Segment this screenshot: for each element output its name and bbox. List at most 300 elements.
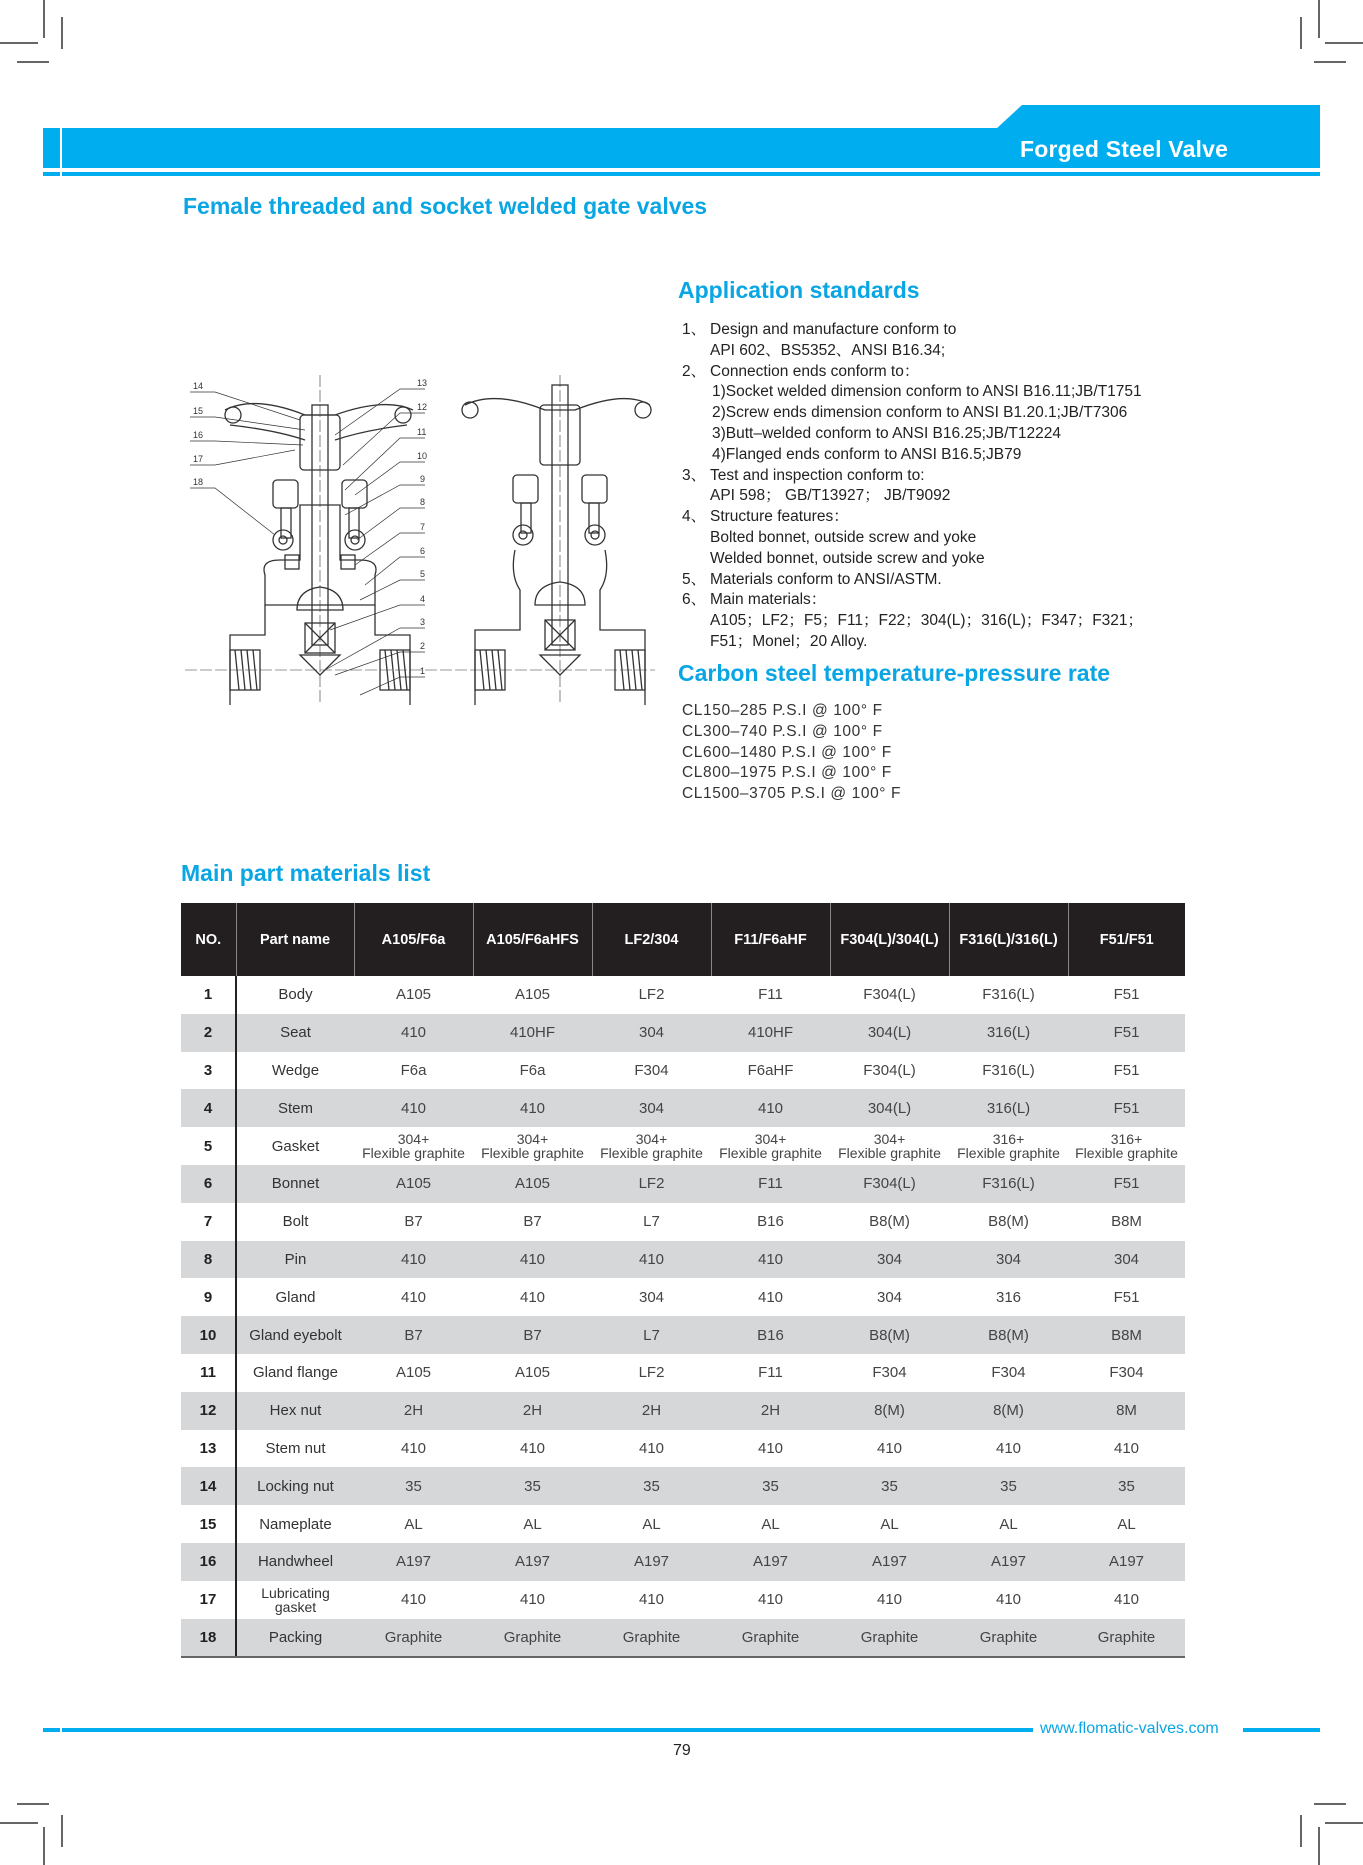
material-cell: Graphite (711, 1619, 830, 1658)
table-row (181, 1581, 1185, 1619)
part-name: Seat (236, 1014, 354, 1052)
part-name: Stem (236, 1089, 354, 1127)
material-cell: 410 (711, 1241, 830, 1279)
material-cell: 2H (592, 1392, 711, 1430)
material-cell: B16 (711, 1203, 830, 1241)
standard-text: API 602、BS5352、ANSI B16.34; (710, 341, 946, 359)
row-number: 2 (181, 1014, 236, 1052)
standard-line (682, 320, 1143, 341)
material-cell: LF2 (592, 1165, 711, 1203)
material-cell: A105 (473, 976, 592, 1014)
standard-line (682, 549, 1143, 570)
material-cell: A197 (711, 1543, 830, 1581)
row-number: 4 (181, 1089, 236, 1127)
crop-mark (1325, 1822, 1363, 1824)
material-cell: F11 (711, 976, 830, 1014)
material-cell: F304(L) (830, 1052, 949, 1090)
cell-line: gasket (274, 1598, 317, 1615)
table-row (181, 1203, 1185, 1241)
pressure-rate-line: CL1500–3705 P.S.I @ 100° F (682, 785, 902, 803)
material-cell: 410 (592, 1241, 711, 1279)
footer-gap (60, 1726, 62, 1734)
material-cell: 410HF (473, 1014, 592, 1052)
material-cell: Graphite (830, 1619, 949, 1658)
material-cell: B7 (354, 1316, 473, 1354)
table-row (181, 976, 1185, 1014)
material-cell (592, 1127, 711, 1165)
material-cell: A105 (473, 1165, 592, 1203)
pressure-rate-line: CL150–285 P.S.I @ 100° F (682, 702, 883, 719)
callout-label: 5 (420, 569, 426, 579)
material-cell: Graphite (949, 1619, 1068, 1658)
material-cell: 410HF (711, 1014, 830, 1052)
material-cell: AL (711, 1505, 830, 1543)
material-cell: 410 (711, 1089, 830, 1127)
material-cell: 35 (711, 1467, 830, 1505)
callout-label: 11 (417, 427, 427, 437)
column-header: LF2/304 (592, 903, 711, 976)
material-cell: F51 (1068, 1165, 1185, 1203)
material-cell: AL (354, 1505, 473, 1543)
standard-line (682, 528, 1143, 549)
crop-mark (1314, 1803, 1346, 1805)
material-cell: A105 (354, 976, 473, 1014)
material-cell: 410 (711, 1581, 830, 1619)
callout-label: 14 (193, 381, 204, 391)
material-cell: 304 (592, 1089, 711, 1127)
cell-line: Flexible graphite (1075, 1145, 1178, 1162)
column-header: F316(L)/316(L) (949, 903, 1068, 976)
standard-number: 3、 (682, 466, 707, 484)
material-cell: 35 (949, 1467, 1068, 1505)
valve-drawing (185, 375, 655, 705)
material-cell: AL (592, 1505, 711, 1543)
callout-label: 15 (193, 406, 204, 416)
part-name: Locking nut (236, 1467, 354, 1505)
standard-number: 5、 (682, 570, 707, 588)
part-name: Gasket (236, 1127, 354, 1165)
callout-label: 8 (420, 497, 426, 507)
part-name: Bolt (236, 1203, 354, 1241)
column-header: NO. (181, 903, 236, 976)
page-number: 79 (673, 1742, 691, 1759)
material-cell (473, 1127, 592, 1165)
table-row (181, 1052, 1185, 1090)
column-header: F304(L)/304(L) (830, 903, 949, 976)
cell-line: Flexible graphite (838, 1145, 941, 1162)
table-row (181, 1241, 1185, 1279)
cell-line: 304+ (754, 1131, 787, 1148)
table-row (181, 1467, 1185, 1505)
standard-text: F51；Monel；20 Alloy. (710, 632, 868, 650)
material-cell: 410 (711, 1278, 830, 1316)
part-name: Gland (236, 1278, 354, 1316)
material-cell: 2H (473, 1392, 592, 1430)
material-cell: 304 (1068, 1241, 1185, 1279)
table-row (181, 1089, 1185, 1127)
row-number: 16 (181, 1543, 236, 1581)
material-cell: 2H (354, 1392, 473, 1430)
material-cell: A105 (473, 1354, 592, 1392)
material-cell: 35 (473, 1467, 592, 1505)
callout-label: 12 (417, 402, 428, 412)
standard-text: Structure features： (710, 508, 849, 526)
standard-line (682, 507, 1143, 528)
table-row (181, 1127, 1185, 1165)
material-cell: 410 (354, 1241, 473, 1279)
cell-line: 316+ (992, 1131, 1025, 1148)
footer-line (43, 1728, 1033, 1732)
cell-line: 304+ (397, 1131, 430, 1148)
table-row (181, 1430, 1185, 1468)
standard-line (682, 590, 1143, 611)
banner-title: Forged Steel Valve (1020, 136, 1229, 162)
material-cell: 410 (830, 1581, 949, 1619)
standard-line (682, 632, 1143, 653)
crop-mark (1318, 1827, 1320, 1865)
standard-number: 6、 (682, 591, 707, 609)
table-row (181, 1014, 1185, 1052)
material-cell: F51 (1068, 1052, 1185, 1090)
material-cell: F51 (1068, 1014, 1185, 1052)
crop-mark (61, 1815, 63, 1847)
material-cell: 304 (830, 1278, 949, 1316)
callout-label: 13 (417, 378, 428, 388)
table-row (181, 1278, 1185, 1316)
standard-text: 4)Flanged ends conform to ANSI B16.5;JB79 (712, 445, 1022, 463)
material-cell: B16 (711, 1316, 830, 1354)
table-row (181, 1165, 1185, 1203)
footer-line (1243, 1728, 1320, 1732)
pressure-rate-heading: Carbon steel temperature-pressure rate (678, 660, 1111, 686)
crop-mark (0, 1822, 38, 1824)
part-name: Wedge (236, 1052, 354, 1090)
material-cell: B8M (1068, 1203, 1185, 1241)
banner-stripe (43, 172, 1320, 176)
material-cell: 410 (473, 1278, 592, 1316)
cell-line: Flexible graphite (957, 1145, 1060, 1162)
material-cell: 35 (354, 1467, 473, 1505)
material-cell: F304(L) (830, 1165, 949, 1203)
row-number: 13 (181, 1430, 236, 1468)
material-cell: A197 (592, 1543, 711, 1581)
standard-line (682, 341, 1143, 362)
footer-url[interactable]: www.flomatic-valves.com (1040, 1720, 1219, 1737)
material-cell: 410 (473, 1089, 592, 1127)
part-name (236, 1581, 354, 1619)
callout-label: 17 (193, 454, 204, 464)
table-row (181, 1316, 1185, 1354)
material-cell (354, 1127, 473, 1165)
part-name: Body (236, 976, 354, 1014)
crop-mark (1300, 17, 1302, 49)
standard-number: 1、 (682, 321, 707, 338)
material-cell: F11 (711, 1165, 830, 1203)
column-header: A105/F6aHFS (473, 903, 592, 976)
crop-mark (0, 42, 38, 44)
material-cell: F11 (711, 1354, 830, 1392)
material-cell: F316(L) (949, 976, 1068, 1014)
material-cell: 410 (949, 1430, 1068, 1468)
material-cell: 35 (1068, 1467, 1185, 1505)
cell-line: Flexible graphite (481, 1145, 584, 1162)
crop-mark (1325, 42, 1363, 44)
materials-heading: Main part materials list (181, 860, 431, 886)
material-cell: L7 (592, 1203, 711, 1241)
material-cell: A197 (473, 1543, 592, 1581)
material-cell: Graphite (592, 1619, 711, 1658)
material-cell: 410 (592, 1581, 711, 1619)
part-name: Gland eyebolt (236, 1316, 354, 1354)
standard-line (682, 466, 1143, 487)
standard-text: Design and manufacture conform to (710, 321, 957, 338)
table-row (181, 1619, 1185, 1658)
standard-text: 1)Socket welded dimension conform to ANSI B16.11;JB/T1751 (712, 383, 1142, 401)
page-title: Female threaded and socket welded gate valves (183, 193, 708, 219)
material-cell: A197 (949, 1543, 1068, 1581)
material-cell: 304 (592, 1278, 711, 1316)
row-number: 5 (181, 1127, 236, 1165)
cell-line: Lubricating (261, 1584, 330, 1601)
part-name: Bonnet (236, 1165, 354, 1203)
material-cell: F304 (949, 1354, 1068, 1392)
material-cell: A197 (830, 1543, 949, 1581)
table-row (181, 1392, 1185, 1430)
crop-mark (17, 1803, 49, 1805)
cell-line: 304+ (873, 1131, 906, 1148)
material-cell: B8(M) (830, 1316, 949, 1354)
material-cell: F304(L) (830, 976, 949, 1014)
material-cell: B8(M) (830, 1203, 949, 1241)
standard-text: Welded bonnet, outside screw and yoke (710, 549, 985, 567)
row-number: 6 (181, 1165, 236, 1203)
material-cell: 410 (592, 1430, 711, 1468)
callout-label: 7 (420, 522, 426, 532)
callout-label: 4 (420, 594, 426, 604)
crop-mark (1318, 0, 1320, 38)
material-cell: Graphite (1068, 1619, 1185, 1658)
material-cell: A105 (354, 1165, 473, 1203)
material-cell: LF2 (592, 1354, 711, 1392)
callout-label: 3 (420, 617, 426, 627)
material-cell: 304 (592, 1014, 711, 1052)
material-cell: A105 (354, 1354, 473, 1392)
material-cell: 2H (711, 1392, 830, 1430)
material-cell: F51 (1068, 1278, 1185, 1316)
row-number: 1 (181, 976, 236, 1014)
row-number: 8 (181, 1241, 236, 1279)
pressure-rate-line: CL600–1480 P.S.I @ 100° F (682, 743, 892, 761)
standard-line (682, 570, 1143, 591)
material-cell: 304 (830, 1241, 949, 1279)
material-cell: B7 (473, 1316, 592, 1354)
material-cell: B8(M) (949, 1316, 1068, 1354)
callout-label: 6 (420, 546, 426, 556)
material-cell: 410 (354, 1430, 473, 1468)
material-cell: F6aHF (711, 1052, 830, 1090)
material-cell: 8(M) (949, 1392, 1068, 1430)
crop-mark (61, 17, 63, 49)
material-cell: A197 (1068, 1543, 1185, 1581)
material-cell (949, 1127, 1068, 1165)
banner-tab (996, 105, 1320, 129)
material-cell: F6a (354, 1052, 473, 1090)
part-name: Handwheel (236, 1543, 354, 1581)
crop-mark (1314, 61, 1346, 63)
material-cell (711, 1127, 830, 1165)
pressure-rate-list (682, 701, 901, 805)
material-cell: AL (473, 1505, 592, 1543)
material-cell: 410 (473, 1241, 592, 1279)
material-cell: 35 (830, 1467, 949, 1505)
standard-text: 3)Butt–welded conform to ANSI B16.25;JB/T12224 (712, 424, 1061, 442)
material-cell: 410 (473, 1581, 592, 1619)
standard-text: Materials conform to ANSI/ASTM. (710, 570, 942, 588)
table-row (181, 1543, 1185, 1581)
standard-line (682, 611, 1143, 632)
material-cell: 410 (354, 1581, 473, 1619)
row-number: 7 (181, 1203, 236, 1241)
standard-number: 2、 (682, 362, 707, 380)
cell-line: 304+ (516, 1131, 549, 1148)
standard-text: Main materials： (710, 591, 827, 609)
material-cell: 304(L) (830, 1089, 949, 1127)
standard-text: 2)Screw ends dimension conform to ANSI B1.20.1;JB/T7306 (712, 404, 1128, 422)
material-cell: 304(L) (830, 1014, 949, 1052)
callout-label: 16 (193, 430, 204, 440)
callout-label: 18 (193, 477, 204, 487)
material-cell: 410 (354, 1089, 473, 1127)
material-cell: Graphite (354, 1619, 473, 1658)
table-row (181, 1505, 1185, 1543)
standard-text: Test and inspection conform to: (710, 466, 925, 484)
application-standards-heading: Application standards (678, 277, 920, 303)
cell-line: 316+ (1110, 1131, 1143, 1148)
material-cell: 8M (1068, 1392, 1185, 1430)
material-cell: 410 (473, 1430, 592, 1468)
material-cell: 8(M) (830, 1392, 949, 1430)
material-cell: 410 (354, 1014, 473, 1052)
material-cell: 410 (1068, 1581, 1185, 1619)
standard-text: Connection ends conform to： (710, 362, 920, 380)
column-header: Part name (236, 903, 354, 976)
crop-mark (43, 1827, 45, 1865)
column-header: A105/F6a (354, 903, 473, 976)
table-header-row (181, 903, 1185, 976)
cell-line: 304+ (635, 1131, 668, 1148)
material-cell: 316 (949, 1278, 1068, 1316)
welded-bonnet-valve-drawing (462, 375, 651, 705)
standard-text: A105；LF2；F5；F11；F22；304(L)；316(L)；F347；F321； (710, 612, 1144, 630)
material-cell: 410 (711, 1430, 830, 1468)
standard-line (682, 403, 1143, 424)
part-name: Nameplate (236, 1505, 354, 1543)
part-name: Hex nut (236, 1392, 354, 1430)
bolted-bonnet-valve-drawing (185, 375, 655, 705)
material-cell: 316(L) (949, 1089, 1068, 1127)
material-cell: L7 (592, 1316, 711, 1354)
row-number: 15 (181, 1505, 236, 1543)
standard-line (682, 486, 1143, 507)
column-header: F11/F6aHF (711, 903, 830, 976)
material-cell (1068, 1127, 1185, 1165)
standard-text: API 598； GB/T13927； JB/T9092 (710, 487, 951, 505)
standard-line (682, 445, 1143, 466)
row-number: 10 (181, 1316, 236, 1354)
column-header: F51/F51 (1068, 903, 1185, 976)
row-number: 18 (181, 1619, 236, 1658)
material-cell: F304 (1068, 1354, 1185, 1392)
materials-table (181, 903, 1185, 1658)
row-number: 9 (181, 1278, 236, 1316)
material-cell (830, 1127, 949, 1165)
callout-label: 2 (420, 641, 426, 651)
table-row (181, 1354, 1185, 1392)
material-cell: F51 (1068, 1089, 1185, 1127)
part-name: Stem nut (236, 1430, 354, 1468)
material-cell: F316(L) (949, 1165, 1068, 1203)
material-cell: 410 (1068, 1430, 1185, 1468)
material-cell: F51 (1068, 976, 1185, 1014)
material-cell: B7 (354, 1203, 473, 1241)
callout-label: 1 (420, 666, 426, 676)
material-cell: A197 (354, 1543, 473, 1581)
pressure-rate-line: CL300–740 P.S.I @ 100° F (682, 722, 883, 740)
cell-line: Flexible graphite (719, 1145, 822, 1162)
standard-line (682, 362, 1143, 383)
material-cell: 410 (949, 1581, 1068, 1619)
material-cell: AL (830, 1505, 949, 1543)
material-cell: 410 (830, 1430, 949, 1468)
row-number: 3 (181, 1052, 236, 1090)
cell-line: Flexible graphite (362, 1145, 465, 1162)
part-name: Packing (236, 1619, 354, 1658)
row-number: 17 (181, 1581, 236, 1619)
material-cell: F316(L) (949, 1052, 1068, 1090)
material-cell: B8(M) (949, 1203, 1068, 1241)
cell-line: Flexible graphite (600, 1145, 703, 1162)
row-number: 12 (181, 1392, 236, 1430)
crop-mark (1300, 1815, 1302, 1847)
material-cell: LF2 (592, 976, 711, 1014)
row-number: 14 (181, 1467, 236, 1505)
material-cell: B8M (1068, 1316, 1185, 1354)
pressure-rate-line: CL800–1975 P.S.I @ 100° F (682, 764, 892, 782)
material-cell: F6a (473, 1052, 592, 1090)
standard-line (682, 424, 1143, 445)
standard-line (682, 382, 1143, 403)
material-cell: AL (1068, 1505, 1185, 1543)
callout-label: 9 (420, 474, 426, 484)
banner-gap (60, 128, 62, 178)
material-cell: AL (949, 1505, 1068, 1543)
material-cell: 304 (949, 1241, 1068, 1279)
material-cell: B7 (473, 1203, 592, 1241)
standard-text: Bolted bonnet, outside screw and yoke (710, 528, 977, 546)
row-number: 11 (181, 1354, 236, 1392)
material-cell: 316(L) (949, 1014, 1068, 1052)
crop-mark (43, 0, 45, 38)
material-cell: Graphite (473, 1619, 592, 1658)
material-cell: 410 (354, 1278, 473, 1316)
standard-number: 4、 (682, 508, 707, 526)
material-cell: 35 (592, 1467, 711, 1505)
part-name: Gland flange (236, 1354, 354, 1392)
crop-mark (17, 61, 49, 63)
part-name: Pin (236, 1241, 354, 1279)
application-standards-list (682, 320, 1143, 653)
material-cell: F304 (830, 1354, 949, 1392)
